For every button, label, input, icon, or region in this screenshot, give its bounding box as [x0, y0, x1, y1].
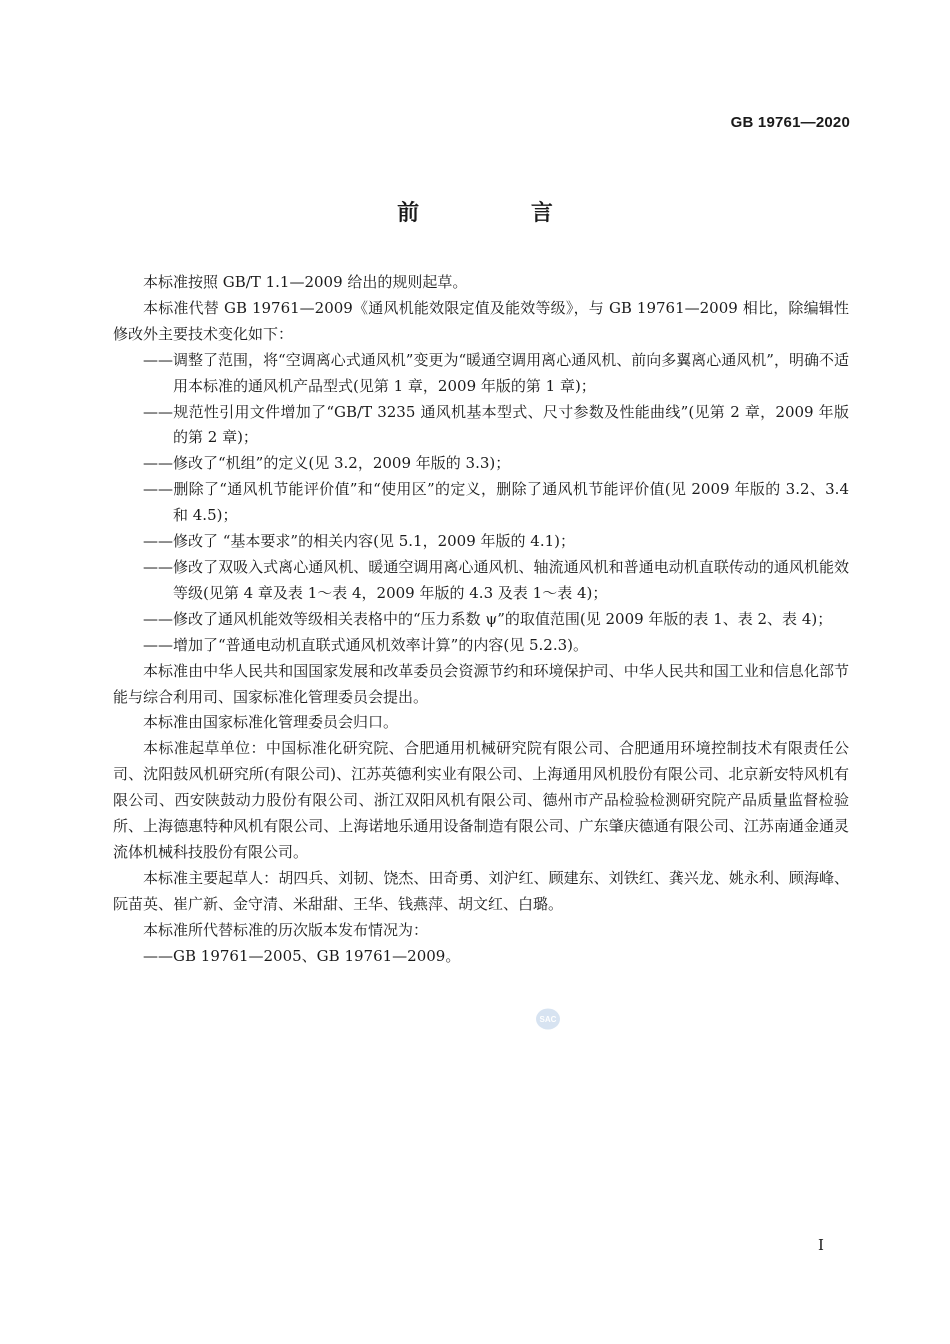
sac-logo-text: SAC — [539, 1015, 557, 1024]
paragraph: 本标准按照 GB/T 1.1—2009 给出的规则起草。 — [143, 273, 468, 291]
paragraph: 本标准由国家标准化管理委员会归口。 — [143, 713, 399, 732]
page-title: 前 言 — [397, 201, 605, 226]
change-list-item: ——增加了“普通电动机直联式通风机效率计算”的内容(见 5.2.3)。 — [143, 635, 588, 654]
paragraph: 本标准主要起草人：胡四兵、刘韧、饶杰、田奇勇、刘沪红、顾建东、刘铁红、龚兴龙、姚永利、顾海峰、阮苗英、崔广新、金守清、米甜甜、王华、钱燕萍、胡文红、白璐。 — [113, 868, 849, 913]
paragraph: 本标准代替 GB 19761—2009《通风机能效限定值及能效等级》，与 GB 19761—2009 相比，除编辑性修改外主要技术变化如下： — [113, 298, 849, 343]
change-list-item: ——修改了“机组”的定义(见 3.2，2009 年版的 3.3)； — [143, 454, 511, 473]
sac-logo-icon — [535, 1007, 561, 1031]
paragraph: 本标准由中华人民共和国国家发展和改革委员会资源节约和环境保护司、中华人民共和国工业和信息化部节能与综合利用司、国家标准化管理委员会提出。 — [113, 661, 849, 706]
change-list-item: ——删除了“通风机节能评价值”和“使用区”的定义，删除了通风机节能评价值(见 2009 年版的 3.2、3.4 和 4.5)； — [143, 480, 849, 525]
change-list-item: ——修改了 “基本要求”的相关内容(见 5.1，2009 年版的 4.1)； — [143, 532, 575, 551]
page-number: I — [818, 1236, 824, 1254]
standard-number: GB 19761—2020 — [730, 114, 850, 131]
change-list-item: ——规范性引用文件增加了“GB/T 3235 通风机基本型式、尺寸参数及性能曲线”(见第 2 章，2009 年版的第 2 章)； — [143, 402, 849, 447]
paragraph: 本标准所代替标准的历次版本发布情况为： — [143, 920, 429, 939]
change-list-item: ——调整了范围，将“空调离心式通风机”变更为“暖通空调用离心通风机、前向多翼离心通风机”，明确不适用本标准的通风机产品型式(见第 1 章，2009 年版的第 1 章)； — [143, 350, 849, 395]
foreword-body — [113, 270, 849, 969]
history-list-item: ——GB 19761—2005、GB 19761—2009。 — [143, 946, 461, 965]
change-list-item: ——修改了双吸入式离心通风机、暖通空调用离心通风机、轴流通风机和普通电动机直联传动的通风机能效等级(见第 4 章及表 1～表 4，2009 年版的 4.3 及表 1～表 4)； — [143, 557, 849, 602]
paragraph: 本标准起草单位：中国标准化研究院、合肥通用机械研究院有限公司、合肥通用环境控制技术有限责任公司、沈阳鼓风机研究所(有限公司)、江苏英德利实业有限公司、上海通用风机股份有限公司、北京新安特风机有限公司、西安陕鼓动力股份有限公司、浙江双阳风机有限公司、德州市产品检验检测研究院产品质量监督检验所、上海德惠特种风机有限公司、上海诺地乐通用设备制造有限公司、广东肇庆德通有限公司、江苏南通金通灵流体机械科技股份有限公司。 — [113, 739, 849, 861]
change-list-item: ——修改了通风机能效等级相关表格中的“压力系数 ψ”的取值范围(见 2009 年版的表 1、表 2、表 4)； — [143, 609, 833, 628]
